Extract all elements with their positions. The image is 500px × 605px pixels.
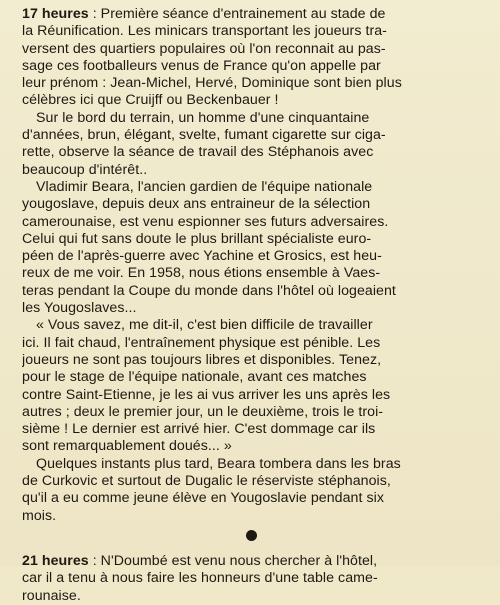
section-separator (22, 525, 486, 547)
text-line (22, 404, 486, 421)
line-text: de Curkovic et surtout de Dugalic le réserviste stéphanois, (22, 473, 391, 490)
text-line (22, 75, 486, 92)
text-line (22, 300, 486, 317)
paragraph (22, 6, 486, 110)
time-heading: 17 heures (22, 6, 89, 22)
line-text: leur prénom : Jean-Michel, Hervé, Dominique sont bien plus (22, 75, 402, 92)
line-text: rounaise. (22, 587, 81, 604)
paragraph (22, 317, 486, 455)
text-line (22, 490, 486, 507)
line-text: beaucoup d'intérêt.. (22, 161, 148, 178)
text-line (22, 283, 486, 300)
text-line (22, 6, 486, 23)
text-line (22, 387, 486, 404)
text-line (22, 127, 486, 144)
text-line (22, 214, 486, 231)
text-line (22, 162, 486, 179)
text-line (22, 438, 486, 455)
text-line (22, 508, 486, 525)
line-text: Vladimir Beara, l'ancien gardien de l'équipe nationale (36, 178, 373, 195)
line-text: versent des quartiers populaires où l'on reconnait au pas- (22, 40, 386, 57)
text-line (22, 473, 486, 490)
text-line (22, 335, 486, 352)
article-continuation (22, 553, 486, 605)
line-text: yougoslave, depuis deux ans entraineur de la sélection (22, 196, 371, 213)
text-line (22, 570, 486, 587)
line-text: Sur le bord du terrain, un homme d'une cinquantaine (36, 109, 370, 126)
line-text: sage ces footballeurs venus de France qu'on appelle par (22, 57, 381, 74)
line-text: : Première séance d'entrainement au stade de (88, 6, 386, 22)
paragraph (22, 553, 486, 605)
text-line (22, 23, 486, 40)
line-text: : N'Doumbé est venu nous chercher à l'hôtel, (88, 552, 378, 569)
line-text: contre Saint-Etienne, je les ai vus arriver les uns après les (22, 386, 391, 403)
paragraph (22, 456, 486, 525)
text-line (22, 248, 486, 265)
text-line (22, 196, 486, 213)
line-text: Celui qui fut sans doute le plus brillant spécialiste euro- (22, 230, 372, 247)
paragraph (22, 110, 486, 179)
line-text: pour le stage de l'équipe nationale, avant ces matches (22, 369, 367, 386)
line-text: teras pendant la Coupe du monde dans l'hôtel où logeaient (22, 282, 396, 299)
line-text: car il a tenu à nous faire les honneurs d'une table came- (22, 570, 378, 587)
line-text: sont remarquablement doués... » (22, 438, 232, 455)
line-text: sième ! Le dernier est arrivé hier. C'est dommage car ils (22, 421, 376, 438)
line-text: reux de me voir. En 1958, nous étions ensemble à Vaes- (22, 265, 381, 282)
text-line (22, 179, 486, 196)
text-line (22, 144, 486, 161)
line-text: qu'il a eu comme jeune élève en Yougoslavie pendant six (22, 490, 384, 507)
line-text: camerounaise, est venu espionner ses futurs adversaires. (22, 213, 389, 230)
paragraph (22, 179, 486, 317)
line-text: péen de l'après-guerre avec Yachine et Grosics, est heu- (22, 248, 382, 265)
line-text: « Vous savez, me dit-il, c'est bien difficile de travailler (36, 317, 373, 334)
line-text: la Réunification. Les minicars transportant les joueurs tra- (22, 23, 387, 40)
bullet-dot-icon (246, 530, 257, 541)
article-body (22, 6, 486, 525)
text-line (22, 110, 486, 127)
time-heading: 21 heures (22, 552, 89, 569)
text-line (22, 317, 486, 334)
line-text: célèbres ici que Cruijff ou Beckenbauer ! (22, 92, 279, 109)
line-text: ici. Il fait chaud, l'entraînement physique est pénible. Les (22, 334, 381, 351)
line-text: mois. (22, 507, 57, 524)
text-line (22, 352, 486, 369)
line-text: autres ; deux le premier jour, un le deuxième, trois le troi- (22, 403, 384, 420)
text-line (22, 92, 486, 109)
line-text: joueurs ne sont pas toujours libres et disponibles. Tenez, (22, 351, 382, 368)
line-text: rette, observe la séance de travail des Stéphanois avec (22, 144, 374, 161)
text-line (22, 553, 486, 570)
text-line (22, 231, 486, 248)
text-line (22, 58, 486, 75)
text-line (22, 588, 486, 605)
text-line (22, 369, 486, 386)
text-line (22, 421, 486, 438)
text-line (22, 41, 486, 58)
line-text: les Yougoslaves... (22, 300, 137, 317)
text-line (22, 456, 486, 473)
line-text: d'années, brun, élégant, svelte, fumant cigarette sur ciga- (22, 127, 386, 144)
text-line (22, 265, 486, 282)
line-text: Quelques instants plus tard, Beara tombera dans les bras (36, 455, 401, 472)
